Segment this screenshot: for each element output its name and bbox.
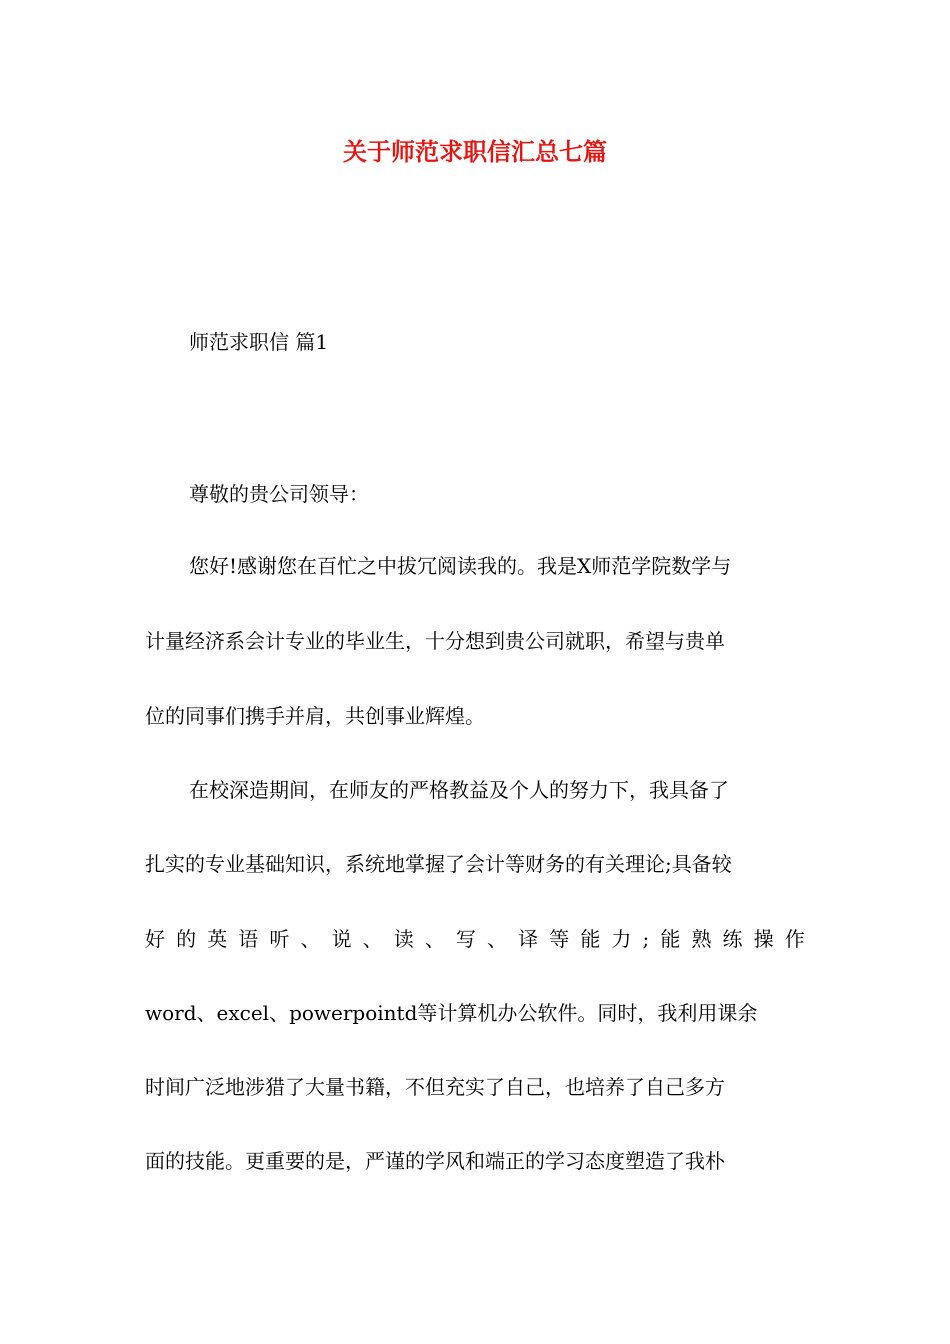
justified-char: 练 <box>722 927 743 951</box>
justified-char: 作 <box>784 927 805 951</box>
paragraph-line: 位的同事们携手并肩，共创事业辉煌。 <box>145 704 485 728</box>
justified-char: 说 <box>331 927 352 951</box>
justified-char: 读 <box>393 927 414 951</box>
section-heading: 师范求职信 篇1 <box>189 330 329 354</box>
justified-char: ; <box>642 927 650 951</box>
justified-char: 力 <box>611 927 632 951</box>
paragraph-line: 时间广泛地涉猎了大量书籍，不但充实了自己，也培养了自己多方 <box>145 1075 725 1099</box>
justified-char: 、 <box>362 927 383 951</box>
justified-char: 等 <box>549 927 570 951</box>
paragraph-line: 扎实的专业基础知识，系统地掌握了会计等财务的有关理论;具备较 <box>145 852 732 876</box>
justified-char: 的 <box>176 927 197 951</box>
justified-char: 听 <box>269 927 290 951</box>
paragraph-line-justified <box>145 925 805 953</box>
justified-char: 能 <box>660 927 681 951</box>
justified-char: 、 <box>487 927 508 951</box>
justified-char: 操 <box>753 927 774 951</box>
document-title: 关于师范求职信汇总七篇 <box>343 138 607 166</box>
justified-char: 、 <box>300 927 321 951</box>
justified-char: 英 <box>207 927 228 951</box>
salutation: 尊敬的贵公司领导： <box>189 482 369 506</box>
justified-char: 写 <box>455 927 476 951</box>
paragraph-line: word、excel、powerpointd等计算机办公软件。同时，我利用课余 <box>145 1001 758 1025</box>
justified-char: 熟 <box>691 927 712 951</box>
justified-char: 好 <box>145 927 165 951</box>
paragraph-line: 计量经济系会计专业的毕业生，十分想到贵公司就职，希望与贵单 <box>145 629 725 653</box>
justified-char: 、 <box>424 927 445 951</box>
justified-char: 译 <box>518 927 539 951</box>
paragraph-line: 在校深造期间，在师友的严格教益及个人的努力下，我具备了 <box>189 778 729 802</box>
paragraph-line: 面的技能。更重要的是，严谨的学风和端正的学习态度塑造了我朴 <box>145 1149 725 1173</box>
justified-char: 能 <box>580 927 601 951</box>
paragraph-line: 您好!感谢您在百忙之中拔冗阅读我的。我是X师范学院数学与 <box>189 554 732 578</box>
justified-char: 语 <box>238 927 259 951</box>
